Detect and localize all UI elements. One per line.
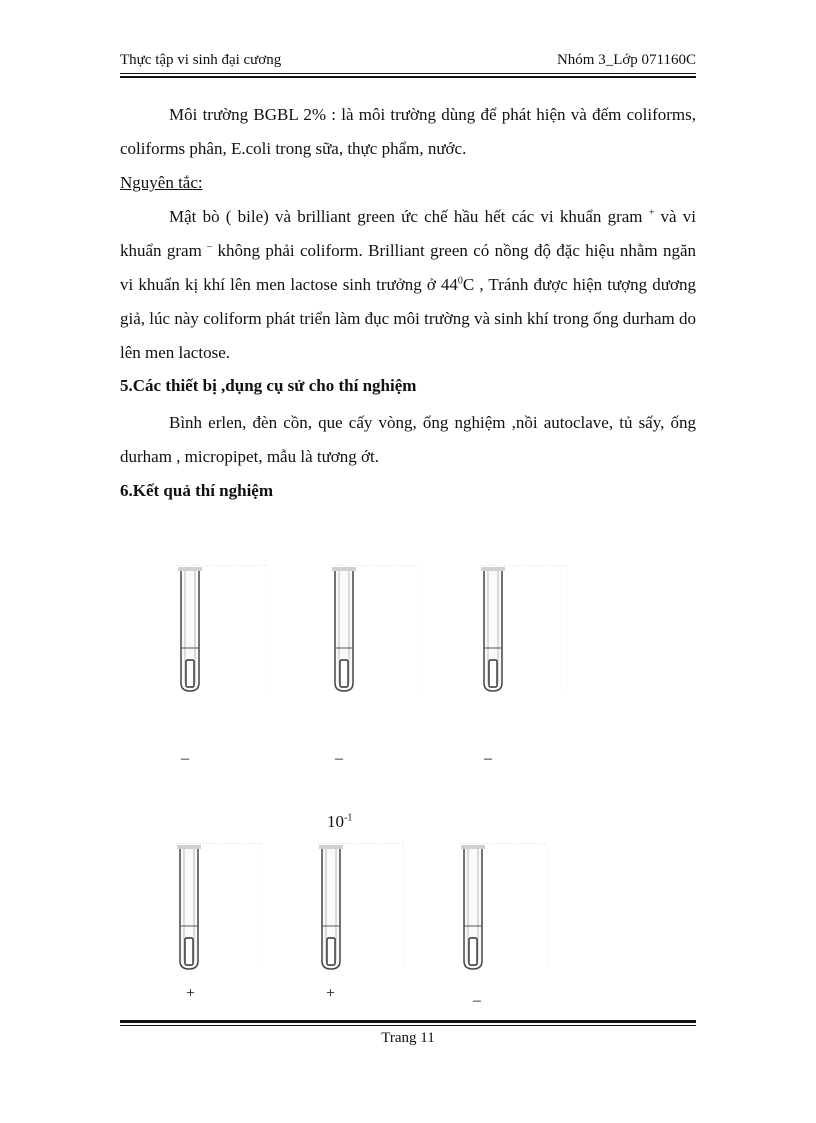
result-sign: –	[473, 992, 481, 1009]
test-tube-icon	[460, 843, 550, 973]
footer-rule-thick	[120, 1020, 696, 1023]
gram-positive-sup: +	[648, 207, 655, 219]
paragraph-bgbl: Môi trường BGBL 2% : là môi trường dùng để phát hiện và đếm coliforms, coliforms phân, E.coli trong sữa, thực phẩm, nước.	[120, 105, 696, 158]
principle-text-c: không phải coliform. Brilliant green có nồng độ đặc hiệu nhằm ngăn vi khuẩn kị khí lên men lactose sinh trưởng ở 44	[120, 241, 696, 294]
header-course-title: Thực tập vi sinh đại cương	[120, 52, 282, 68]
page-number: Trang 11	[381, 1030, 435, 1046]
principle-text-a: Mật bò ( bile) và brilliant green ức chế hầu hết các vi khuẩn gram	[169, 207, 649, 226]
degree-sup: 0	[457, 275, 463, 287]
test-tube-icon	[176, 843, 266, 973]
result-sign: –	[335, 750, 343, 767]
result-sign: +	[326, 985, 336, 1002]
principle-text-d: C , Tránh được hiện tượng dương giả, lúc này coliform phát triển làm đục môi trường và sinh khí trong ống durham do lên men lactose.	[120, 275, 696, 362]
test-tube-icon	[177, 565, 267, 695]
paragraph-principle	[120, 200, 696, 370]
dilution-base: 10	[327, 812, 344, 831]
test-tube-icon	[318, 843, 408, 973]
test-tube-icon	[331, 565, 421, 695]
principle-text-b: và vi khuẩn gram	[120, 207, 696, 260]
header-rule-thick	[120, 76, 696, 78]
result-sign: +	[186, 985, 196, 1002]
footer-rule-thin	[120, 1025, 696, 1026]
header-rule-thin	[120, 73, 696, 74]
paragraph-equipment: Bình erlen, đèn cồn, que cấy vòng, ống nghiệm ,nồi autoclave, tủ sấy, ống durham , micropipet, mẫu là tương ớt.	[120, 413, 696, 466]
header-group-class: Nhóm 3_Lớp 071160C	[556, 52, 696, 68]
test-tube-icon	[480, 565, 570, 695]
section-6-heading: 6.Kết quả thí nghiệm	[120, 481, 274, 500]
gram-negative-sup: –	[207, 241, 213, 253]
result-sign: –	[484, 750, 492, 767]
principle-heading: Nguyên tắc:	[120, 173, 203, 192]
dilution-exponent: -1	[344, 812, 353, 824]
result-sign: –	[181, 750, 189, 767]
section-5-heading: 5.Các thiết bị ,dụng cụ sử cho thí nghiệm	[120, 376, 417, 395]
dilution-label	[327, 812, 352, 832]
